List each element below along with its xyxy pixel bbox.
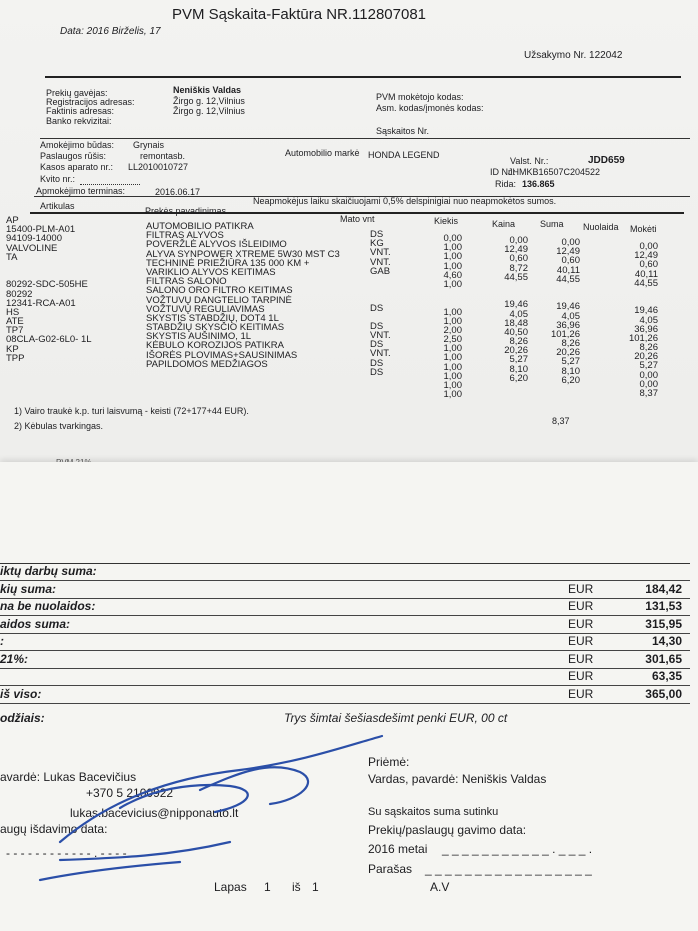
pay-cell: 5,27 bbox=[639, 360, 658, 372]
unit-cell bbox=[370, 276, 391, 285]
name-cell: SKYSTIS AUŠINIMO, 1L bbox=[146, 331, 252, 343]
name-cell: IŠORĖS PLOVIMAS+SAUSINIMAS bbox=[146, 349, 298, 361]
pay-cell: 20,26 bbox=[634, 351, 658, 363]
words-label: odžiais: bbox=[0, 711, 45, 725]
price-cell: 40,50 bbox=[504, 326, 528, 338]
summary-value: 63,35 bbox=[651, 669, 682, 683]
register-label: Kasos aparato nr.: bbox=[40, 162, 114, 172]
col-unit: Mato vnt bbox=[340, 214, 375, 224]
qty-cell: 1,00 bbox=[443, 370, 462, 382]
issuer-email: lukas.bacevicius@nipponauto.lt bbox=[70, 806, 239, 820]
qty-column bbox=[420, 234, 462, 399]
summary-value: 365,00 bbox=[645, 686, 682, 701]
pay-cell bbox=[620, 288, 658, 297]
price-column bbox=[490, 236, 528, 383]
discount-cell bbox=[580, 403, 610, 412]
article-cell: AP bbox=[6, 215, 19, 226]
qty-cell: 1,00 bbox=[443, 315, 462, 327]
pay-cell: 8,37 bbox=[639, 388, 658, 399]
divider bbox=[40, 138, 690, 139]
summary-row bbox=[0, 563, 690, 581]
name-cell: AUTOMOBILIO PATIKRA bbox=[146, 221, 254, 232]
unit-cell: VNT. bbox=[370, 330, 391, 342]
order-number: Užsakymo Nr. 122042 bbox=[524, 50, 623, 61]
summary-label: iš viso: bbox=[0, 686, 42, 701]
unit-column bbox=[370, 230, 391, 377]
mileage-label: Rida: bbox=[495, 179, 517, 189]
summary-row bbox=[0, 616, 690, 634]
sum-cell: 8,10 bbox=[561, 365, 580, 377]
summary-value: 14,30 bbox=[651, 634, 682, 648]
unit-cell: VNT. bbox=[370, 256, 391, 268]
discount-cell bbox=[580, 412, 610, 421]
article-cell: TPP bbox=[6, 352, 25, 364]
name-cell: KĖBULO KOROZIJOS PATIKRA bbox=[146, 340, 284, 352]
summary-value: 315,95 bbox=[645, 616, 682, 631]
name-cell: SALONO ORO FILTRO KEITIMAS bbox=[146, 285, 293, 297]
pay-cell: 8,26 bbox=[639, 342, 658, 354]
article-cell: TP7 bbox=[6, 325, 24, 337]
summary-row bbox=[0, 651, 690, 669]
col-discount: Nuolaida bbox=[583, 222, 619, 232]
service: remontasb. bbox=[140, 151, 186, 161]
name-cell: VARIKLIO ALYVOS KEITIMAS bbox=[146, 266, 276, 278]
summary-row bbox=[0, 581, 690, 599]
price-cell: 44,55 bbox=[504, 271, 528, 283]
summary-label: aidos suma: bbox=[0, 616, 71, 631]
name-cell: POVERŽLĖ ALYVOS IŠLEIDIMO bbox=[146, 239, 287, 251]
price-cell: 6,20 bbox=[509, 372, 528, 384]
qty-cell bbox=[420, 289, 462, 298]
sum-cell: 12,49 bbox=[556, 246, 580, 258]
summary-row bbox=[0, 668, 690, 686]
sum-cell: 4,05 bbox=[561, 310, 580, 322]
page-total: 1 bbox=[312, 880, 319, 894]
summary-label: 21%: bbox=[0, 651, 29, 666]
reg-address: Žirgo g. 12,Vilnius bbox=[173, 96, 245, 106]
summary-currency: EUR bbox=[568, 686, 594, 701]
note-2: 2) Kėbulas tvarkingas. bbox=[14, 421, 104, 431]
page-label: Lapas bbox=[214, 880, 247, 894]
summary-currency: EUR bbox=[568, 581, 594, 596]
price-cell: 4,05 bbox=[509, 308, 528, 320]
register-number: LL2010010727 bbox=[128, 162, 189, 172]
sum-cell: 36,96 bbox=[556, 319, 580, 331]
summary-row bbox=[0, 686, 690, 704]
summary-currency: EUR bbox=[568, 616, 594, 631]
qty-cell: 1,00 bbox=[443, 251, 462, 263]
qty-cell: 1,00 bbox=[443, 343, 462, 355]
term-label: Apmokėjimo terminas: bbox=[36, 186, 126, 196]
name-cell: STABDŽIŲ SKYSČIO KEITIMAS bbox=[146, 322, 285, 334]
summary-label: : bbox=[0, 634, 4, 648]
issue-date-label: augų išdavimo data: bbox=[0, 822, 108, 836]
car-label: Automobilio markė bbox=[285, 148, 360, 158]
summary-label: kių suma: bbox=[0, 581, 57, 596]
sum-cell: 19,46 bbox=[556, 301, 580, 313]
receipt-year: 2016 metai bbox=[368, 842, 428, 856]
sum-cell: 101,26 bbox=[550, 328, 580, 340]
unit-cell: DS bbox=[370, 366, 384, 378]
unit-cell: DS bbox=[370, 229, 384, 240]
article-cell: 15400-PLM-A01 bbox=[6, 224, 76, 236]
qty-cell: 1,00 bbox=[443, 389, 462, 401]
article-cell: 94109-14000 bbox=[6, 233, 62, 245]
fact-address-label: Faktinis adresas: bbox=[46, 106, 115, 116]
plate-label: Valst. Nr.: bbox=[510, 156, 549, 166]
name-cell: ALYVA SYNPOWER XTREME 5W30 MST C3 bbox=[146, 248, 340, 260]
pay-cell: 0,00 bbox=[639, 241, 658, 252]
service-label: Paslaugos rūšis: bbox=[40, 151, 107, 161]
unit-cell: DS bbox=[370, 357, 384, 369]
pay-cell: 0,00 bbox=[639, 369, 658, 381]
discount-cell bbox=[580, 394, 610, 403]
summary-value: 301,65 bbox=[645, 651, 682, 666]
col-sum: Suma bbox=[540, 219, 564, 229]
sum-cell: 20,26 bbox=[556, 347, 580, 359]
discount-cell bbox=[580, 440, 610, 449]
price-cell: 8,26 bbox=[509, 336, 528, 348]
article-cell: TA bbox=[6, 251, 18, 263]
reg-address-label: Registracijos adresas: bbox=[46, 97, 135, 107]
discount-cell bbox=[580, 449, 610, 458]
page-of: iš bbox=[292, 880, 301, 894]
summary-currency: EUR bbox=[568, 599, 594, 613]
article-cell: KP bbox=[6, 343, 19, 355]
qty-cell: 1,00 bbox=[443, 361, 462, 373]
invoice-date: Data: 2016 Birželis, 17 bbox=[60, 26, 161, 37]
receiver-title: Priėmė: bbox=[368, 755, 410, 769]
qty-cell: 0,00 bbox=[443, 233, 462, 244]
price-cell: 0,60 bbox=[509, 253, 528, 265]
sign-label: Parašas bbox=[368, 862, 413, 876]
invoice-title: PVM Sąskaita-Faktūra NR.112807081 bbox=[172, 6, 427, 23]
note-1: 1) Vairo traukė k.p. turi laisvumą - keisti (72+177+44 EUR). bbox=[14, 406, 249, 416]
qty-cell: 1,00 bbox=[443, 352, 462, 364]
name-cell: SKYSTIS STABDŽIŲ, DOT4 1L bbox=[146, 312, 279, 324]
price-cell: 19,46 bbox=[504, 299, 528, 311]
pay-method: Grynais bbox=[133, 140, 165, 150]
qty-cell: 1,00 bbox=[443, 380, 462, 391]
pay-cell: 12,49 bbox=[634, 250, 658, 262]
summary-value: 131,53 bbox=[645, 599, 682, 613]
pay-method-label: Amokėjimo būdas: bbox=[40, 140, 115, 150]
fact-address: Žirgo g. 12,Vilnius bbox=[173, 106, 245, 116]
article-cell: VALVOLINE bbox=[6, 242, 58, 254]
price-cell bbox=[490, 282, 528, 291]
unit-cell: KG bbox=[370, 238, 384, 250]
summary-label: iktų darbų suma: bbox=[0, 564, 97, 578]
article-cell: 80292 bbox=[6, 288, 33, 300]
pay-cell: 40,11 bbox=[634, 268, 658, 280]
sum-cell: 44,55 bbox=[556, 273, 580, 285]
sum-cell: 8,26 bbox=[561, 338, 580, 350]
name-column bbox=[146, 222, 340, 369]
summary-value: 184,42 bbox=[645, 581, 682, 596]
name-cell: FILTRAS ALYVOS bbox=[146, 230, 224, 242]
account-label: Sąskaitos Nr. bbox=[376, 126, 430, 136]
discount-cell bbox=[580, 431, 610, 440]
penalty-note: Neapmokėjus laiku skaičiuojami 0,5% delspinigiai nuo neapmokėtos sumos. bbox=[253, 196, 557, 206]
col-name: Prekės pavadinimas bbox=[145, 206, 227, 216]
pay-cell: 101,26 bbox=[628, 332, 658, 344]
receipt-label: Kvito nr.: bbox=[40, 174, 76, 184]
price-cell: 18,48 bbox=[504, 317, 528, 329]
qty-cell: 1,00 bbox=[443, 306, 462, 318]
summary-currency: EUR bbox=[568, 669, 594, 683]
col-qty: Kiekis bbox=[434, 216, 459, 226]
pay-cell: 0,60 bbox=[639, 259, 658, 271]
qty-cell: 1,00 bbox=[443, 260, 462, 272]
unit-cell: GAB bbox=[370, 265, 391, 277]
qty-cell: 1,00 bbox=[443, 278, 462, 290]
extra-sum: 8,37 bbox=[552, 416, 570, 426]
discount-cell bbox=[580, 422, 610, 431]
article-cell bbox=[6, 262, 92, 271]
unit-cell: DS bbox=[370, 320, 384, 332]
summary-row bbox=[0, 633, 690, 651]
bank-label: Banko rekvizitai: bbox=[46, 116, 112, 126]
summary-currency: EUR bbox=[568, 634, 594, 648]
vin: JHMKB16507C204522 bbox=[508, 167, 601, 177]
pay-cell: 19,46 bbox=[634, 305, 658, 317]
price-cell: 8,10 bbox=[509, 363, 528, 375]
receipt-line bbox=[80, 184, 140, 185]
col-pay: Mokėti bbox=[630, 224, 657, 234]
receipt-date-label: Prekių/paslaugų gavimo data: bbox=[368, 823, 527, 837]
sum-cell: 0,60 bbox=[561, 255, 580, 267]
price-cell: 5,27 bbox=[509, 354, 528, 366]
agree-text: Su sąskaitos suma sutinku bbox=[368, 806, 499, 818]
words-text: Trys šimtai šešiasdešimt penki EUR, 00 ct bbox=[284, 711, 508, 725]
sum-cell: 40,11 bbox=[556, 264, 580, 276]
buyer-label: Prekių gavėjas: bbox=[46, 88, 108, 98]
name-cell: PAPILDOMOS MEDŽIAGOS bbox=[146, 358, 268, 370]
price-cell: 12,49 bbox=[504, 244, 528, 256]
sign-dashes: _ _ _ _ _ _ _ _ _ _ _ _ _ _ _ _ _ bbox=[425, 862, 592, 876]
price-cell: 20,26 bbox=[504, 345, 528, 357]
mileage: 136.865 bbox=[522, 179, 555, 189]
article-cell: 12341-RCA-A01 bbox=[6, 297, 76, 309]
car-model: HONDA LEGEND bbox=[368, 150, 440, 160]
receiver-name: Vardas, pavardė: Neniškis Valdas bbox=[368, 772, 547, 786]
term-date: 2016.06.17 bbox=[155, 187, 201, 197]
sum-cell: 5,27 bbox=[561, 356, 580, 368]
stamp-label: A.V bbox=[430, 880, 450, 894]
qty-cell: 4,60 bbox=[443, 269, 462, 281]
price-cell: 0,00 bbox=[509, 235, 528, 246]
sum-column bbox=[540, 238, 580, 385]
divider bbox=[45, 76, 681, 78]
unit-cell: VNT. bbox=[370, 247, 391, 259]
issue-date-dashes: - - - - - - - - - - - - . - - - - bbox=[6, 846, 127, 860]
article-cell: HS bbox=[6, 306, 20, 318]
issuer-phone: +370 5 2100922 bbox=[86, 786, 174, 800]
article-cell: ATE bbox=[6, 316, 24, 328]
pay-column bbox=[620, 242, 658, 398]
qty-cell: 1,00 bbox=[443, 242, 462, 254]
article-column bbox=[6, 216, 92, 363]
price-cell: 8,72 bbox=[509, 262, 528, 274]
pay-cell: 36,96 bbox=[634, 323, 658, 335]
issuer-name: avardė: Lukas Bacevičius bbox=[0, 770, 137, 784]
article-cell: 80292-SDC-505HE bbox=[6, 279, 88, 291]
unit-cell: VNT. bbox=[370, 348, 391, 360]
unit-cell: DS bbox=[370, 302, 384, 314]
qty-cell: 2,00 bbox=[443, 324, 462, 336]
name-cell: TECHNINĖ PRIEŽIŪRA 135 000 KM + bbox=[146, 257, 310, 269]
article-cell: 08CLA-G02-6L0- 1L bbox=[6, 334, 92, 346]
summary-label: na be nuolaidos: bbox=[0, 599, 96, 613]
receipt-year-dashes: _ _ _ _ _ _ _ _ _ _ _ . _ _ _ . bbox=[442, 842, 593, 856]
vin-label: ID Nr.: bbox=[490, 167, 516, 177]
name-cell: FILTRAS SALONO bbox=[146, 276, 227, 288]
company-code-label: Asm. kodas/įmonės kodas: bbox=[376, 103, 484, 113]
sum-cell bbox=[540, 284, 580, 293]
pay-cell: 4,05 bbox=[639, 314, 658, 326]
summary-row bbox=[0, 598, 690, 616]
unit-cell bbox=[370, 285, 391, 294]
sum-cell: 0,00 bbox=[561, 237, 580, 248]
page-number: 1 bbox=[264, 880, 271, 894]
qty-cell: 2,50 bbox=[443, 334, 462, 346]
name-cell: VOŽTUVŲ REGULIAVIMAS bbox=[146, 303, 265, 315]
vat-code-label: PVM mokėtojo kodas: bbox=[376, 92, 464, 102]
summary-currency: EUR bbox=[568, 651, 594, 666]
col-price: Kaina bbox=[492, 219, 516, 229]
name-cell: VOŽTUVŲ DANGTELIO TARPINĖ bbox=[146, 294, 292, 306]
pay-cell: 0,00 bbox=[639, 378, 658, 390]
buyer-name: Neniškis Valdas bbox=[173, 85, 242, 95]
pay-cell: 44,55 bbox=[634, 277, 658, 289]
unit-cell: DS bbox=[370, 339, 384, 351]
sum-cell: 6,20 bbox=[561, 374, 580, 386]
col-article: Artikulas bbox=[40, 201, 75, 211]
plate-number: JDD659 bbox=[588, 155, 625, 166]
